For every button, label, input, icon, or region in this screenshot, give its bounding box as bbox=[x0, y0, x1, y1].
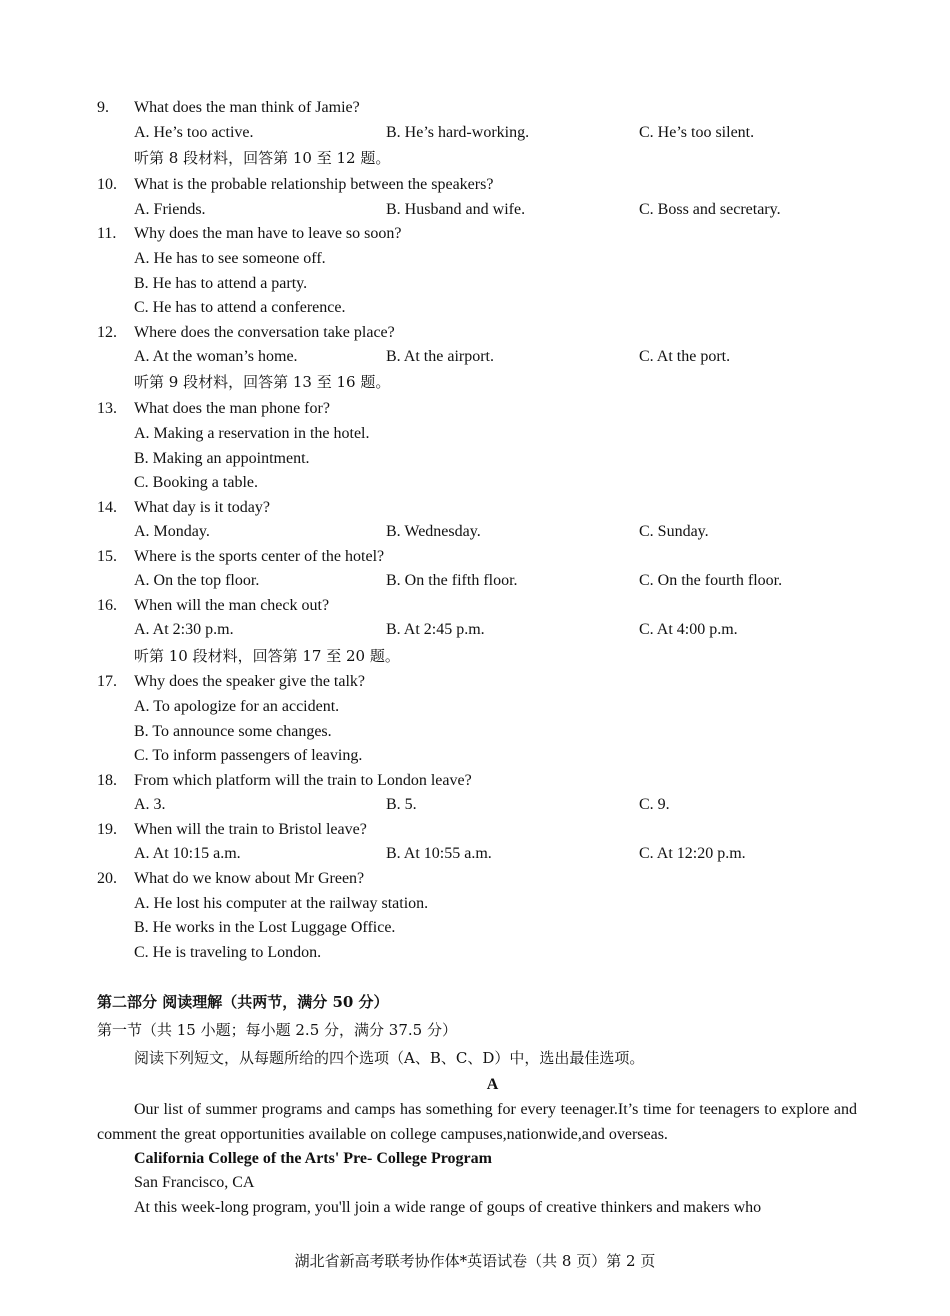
section-one-title: 第一节（共 15 小题；每小题 2.5 分，满分 37.5 分） bbox=[97, 1021, 457, 1039]
passage-intro: Our list of summer programs and camps has something for every teenager.It’s time for teenagers to explore and comment the great opportunities available on college campuses,nationwide,and overseas. bbox=[97, 1101, 857, 1143]
question-number: 11. bbox=[97, 225, 117, 242]
page-footer: 湖北省新高考联考协作体*英语试卷（共 8 页）第 2 页 bbox=[294, 1252, 656, 1270]
question-stem: When will the man check out? bbox=[134, 597, 330, 614]
question-number: 10. bbox=[97, 176, 117, 193]
question-stem: From which platform will the train to London leave? bbox=[134, 772, 472, 789]
part-two-title: 第二部分 阅读理解（共两节，满分 50 分） bbox=[97, 993, 389, 1011]
option-c: C. He’s too silent. bbox=[639, 124, 755, 141]
option-c: C. He has to attend a conference. bbox=[134, 299, 346, 316]
option-b: B. At 2:45 p.m. bbox=[386, 621, 485, 638]
question-number: 15. bbox=[97, 548, 117, 565]
option-b: B. He’s hard-working. bbox=[386, 124, 530, 141]
option-b: B. He works in the Lost Luggage Office. bbox=[134, 919, 396, 936]
question-number: 12. bbox=[97, 324, 117, 341]
question-stem: When will the train to Bristol leave? bbox=[134, 821, 367, 838]
question-9 bbox=[97, 96, 877, 120]
option-c: C. 9. bbox=[639, 796, 670, 813]
question-number: 19. bbox=[97, 821, 117, 838]
option-c: C. Boss and secretary. bbox=[639, 201, 781, 218]
question-18 bbox=[97, 769, 877, 793]
question-stem: Why does the speaker give the talk? bbox=[134, 673, 366, 690]
option-a: A. He lost his computer at the railway station. bbox=[134, 895, 429, 912]
option-b: B. At the airport. bbox=[386, 348, 494, 365]
program-location: San Francisco, CA bbox=[134, 1174, 255, 1191]
question-stem: What is the probable relationship between the speakers? bbox=[134, 176, 494, 193]
question-stem: What day is it today? bbox=[134, 499, 270, 516]
segment-instruction: 听第 10 段材料，回答第 17 至 20 题。 bbox=[134, 647, 400, 665]
question-number: 14. bbox=[97, 499, 117, 516]
question-stem: Where does the conversation take place? bbox=[134, 324, 395, 341]
question-17 bbox=[97, 670, 877, 694]
segment-instruction: 听第 9 段材料，回答第 13 至 16 题。 bbox=[134, 373, 391, 391]
question-15 bbox=[97, 545, 877, 569]
option-b: B. Making an appointment. bbox=[134, 450, 310, 467]
option-b: B. Husband and wife. bbox=[386, 201, 526, 218]
option-a: A. To apologize for an accident. bbox=[134, 698, 340, 715]
option-a: A. At the woman’s home. bbox=[134, 348, 298, 365]
question-19 bbox=[97, 818, 877, 842]
option-a: A. Making a reservation in the hotel. bbox=[134, 425, 370, 442]
passage-label: A bbox=[486, 1076, 499, 1093]
program-text: At this week-long program, you'll join a wide range of goups of creative thinkers and makers who bbox=[134, 1199, 762, 1216]
question-16 bbox=[97, 594, 877, 618]
option-c: C. At the port. bbox=[639, 348, 731, 365]
option-a: A. At 2:30 p.m. bbox=[134, 621, 234, 638]
option-c: C. He is traveling to London. bbox=[134, 944, 322, 961]
option-a: A. He has to see someone off. bbox=[134, 250, 326, 267]
option-a: A. Friends. bbox=[134, 201, 206, 218]
option-c: C. Sunday. bbox=[639, 523, 709, 540]
question-number: 20. bbox=[97, 870, 117, 887]
question-14 bbox=[97, 496, 877, 520]
option-a: A. 3. bbox=[134, 796, 166, 813]
option-b: B. 5. bbox=[386, 796, 417, 813]
question-stem: What does the man think of Jamie? bbox=[134, 99, 360, 116]
question-stem: What does the man phone for? bbox=[134, 400, 330, 417]
question-stem: What do we know about Mr Green? bbox=[134, 870, 365, 887]
option-a: A. At 10:15 a.m. bbox=[134, 845, 241, 862]
option-b: B. He has to attend a party. bbox=[134, 275, 308, 292]
question-12 bbox=[97, 321, 877, 345]
option-b: B. On the fifth floor. bbox=[386, 572, 518, 589]
question-11 bbox=[97, 222, 877, 246]
question-20 bbox=[97, 867, 877, 891]
question-stem: Why does the man have to leave so soon? bbox=[134, 225, 402, 242]
reading-directions: 阅读下列短文，从每题所给的四个选项（A、B、C、D）中，选出最佳选项。 bbox=[134, 1049, 645, 1067]
question-10 bbox=[97, 173, 877, 197]
option-a: A. He’s too active. bbox=[134, 124, 254, 141]
question-number: 16. bbox=[97, 597, 117, 614]
option-b: B. To announce some changes. bbox=[134, 723, 332, 740]
segment-instruction: 听第 8 段材料，回答第 10 至 12 题。 bbox=[134, 149, 391, 167]
question-number: 9. bbox=[97, 99, 109, 116]
program-title: California College of the Arts' Pre- College Program bbox=[134, 1150, 492, 1167]
question-stem: Where is the sports center of the hotel? bbox=[134, 548, 385, 565]
option-c: C. To inform passengers of leaving. bbox=[134, 747, 363, 764]
question-number: 18. bbox=[97, 772, 117, 789]
question-number: 13. bbox=[97, 400, 117, 417]
option-c: C. Booking a table. bbox=[134, 474, 258, 491]
option-c: C. At 12:20 p.m. bbox=[639, 845, 746, 862]
option-c: C. On the fourth floor. bbox=[639, 572, 783, 589]
option-b: B. Wednesday. bbox=[386, 523, 481, 540]
question-13 bbox=[97, 397, 877, 421]
option-a: A. Monday. bbox=[134, 523, 210, 540]
question-number: 17. bbox=[97, 673, 117, 690]
option-a: A. On the top floor. bbox=[134, 572, 260, 589]
option-c: C. At 4:00 p.m. bbox=[639, 621, 738, 638]
option-b: B. At 10:55 a.m. bbox=[386, 845, 492, 862]
